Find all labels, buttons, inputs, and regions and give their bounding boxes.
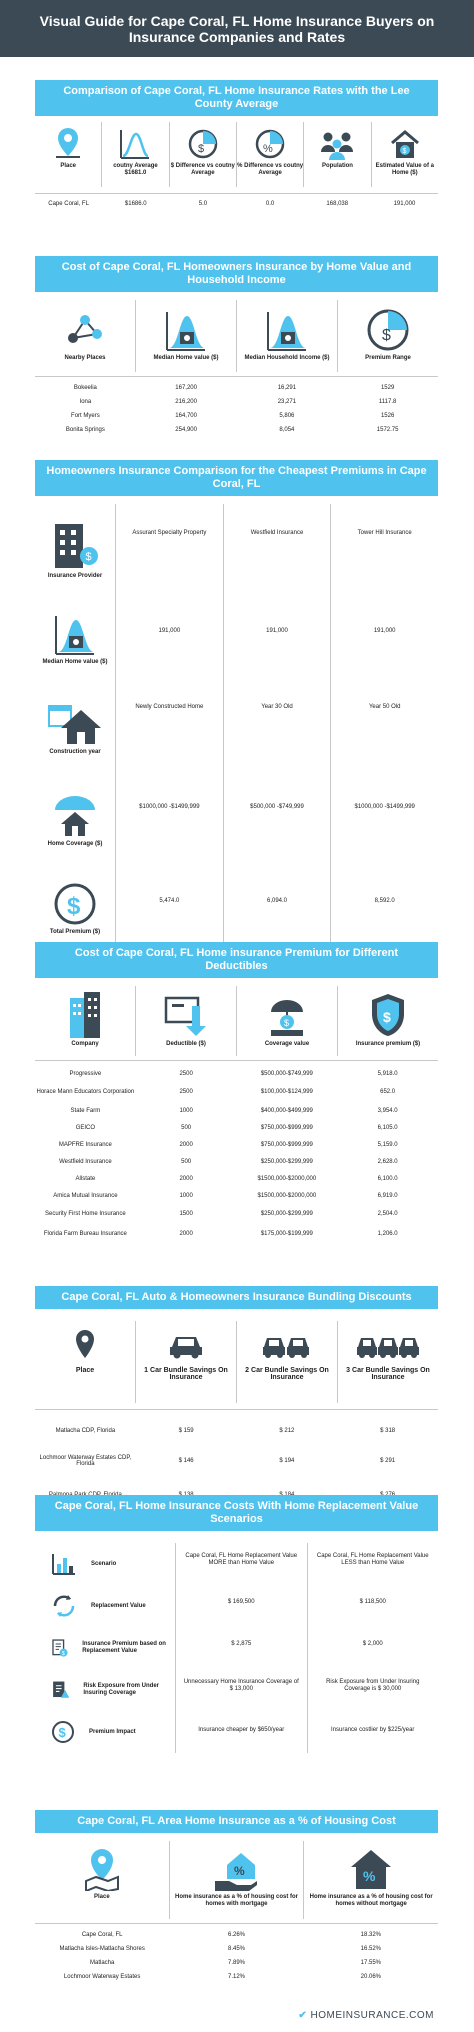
percent-pie-icon — [254, 128, 286, 160]
svg-text:$: $ — [383, 1009, 391, 1025]
col-place: Place — [35, 1841, 170, 1919]
section-bundling — [35, 1286, 438, 1512]
table-row: Matlacha CDP, Florida $ 159 $ 212 $ 318 — [55, 1428, 396, 1434]
provider-column: Westfield Insurance 191,000 Year 30 Old $500,000 -$749,999 6,094.0 — [224, 504, 332, 954]
page-header — [0, 0, 474, 57]
dollar-circle-icon — [51, 1720, 75, 1744]
col-with-mortgage: % Home insurance as a % of housing cost for homes with mortgage — [170, 1841, 305, 1919]
document-dollar-icon — [51, 1634, 68, 1662]
percent-house-icon — [349, 1847, 393, 1891]
table-row: Horace Mann Educators Corporation 2500 $100,000-$124,999 652.0 — [36, 1089, 396, 1095]
section-title: Comparison of Cape Coral, FL Home Insurance Rates with the Lee County Average — [35, 80, 438, 116]
table-row: Fort Myers 164,700 5,806 1526 — [71, 413, 395, 419]
col-two-car: 2 Car Bundle Savings On Insurance — [237, 1321, 338, 1403]
col-median-home-value: Median Home value ($) — [136, 300, 237, 372]
section-title: Cost of Cape Coral, FL Home insurance Premium for Different Deductibles — [35, 942, 438, 978]
premium-range-icon — [366, 308, 410, 352]
section-rate-comparison — [35, 80, 438, 214]
col-premium-range: $ Premium Range — [338, 300, 438, 372]
col-estimated-value — [372, 122, 438, 187]
svg-text:$: $ — [61, 1650, 65, 1657]
one-car-icon — [168, 1333, 204, 1359]
table-row: Matlacha 7.89% 17.55% — [89, 1960, 381, 1966]
three-car-icon — [356, 1333, 420, 1359]
row-labels: $ Insurance Provider Median Home value ($) Construction year Home Coverage ($) $ Total Premium ($) — [35, 504, 115, 954]
svg-text:$: $ — [67, 893, 81, 920]
col-place — [35, 122, 102, 187]
bell-curve-icon — [119, 128, 151, 160]
table-row: Bonita Springs 254,900 8,054 1572.75 — [65, 427, 399, 433]
col-nearby-places: Nearby Places — [35, 300, 136, 372]
location-pin-icon — [74, 1329, 96, 1359]
section-replacement-value — [35, 1495, 438, 1753]
hand-percent-house-icon — [213, 1847, 261, 1891]
umbrella-house-icon — [51, 790, 99, 838]
col-deductible: Deductible ($) — [136, 986, 237, 1056]
company-building-icon — [68, 990, 102, 1038]
table-row: Iona 216,200 23,271 1117.8 — [79, 399, 397, 405]
section-home-value-income — [35, 256, 438, 437]
section-deductibles — [35, 942, 438, 1244]
brand-check-icon: ✔ — [298, 2010, 308, 2021]
replace-cycle-icon — [51, 1593, 77, 1619]
col-label: $ Difference vs coutny Average — [170, 163, 235, 176]
section-title: Cape Coral, FL Area Home Insurance as a % of Housing Cost — [35, 1810, 438, 1833]
brand-name: HOMEINSURANCE.COM — [310, 2010, 434, 2021]
location-pin-icon — [54, 126, 82, 160]
table-row: Bokeelia 167,200 16,291 1529 — [73, 385, 395, 391]
coverage-money-icon — [265, 994, 309, 1038]
svg-text:$: $ — [58, 1725, 66, 1740]
home-value-chart-icon — [51, 612, 99, 656]
row-labels: Scenario Replacement Value $ Insurance Premium based on Replacement Value Risk Exposure from Under Insuring Coverage $ Premium Impact — [35, 1543, 175, 1753]
table-row: Cape Coral, FL $1686.0 5.0 0.0 168,038 191,000 — [48, 201, 416, 207]
building-icon — [51, 518, 99, 570]
section-cheapest-premiums — [35, 460, 438, 954]
col-one-car: 1 Car Bundle Savings On Insurance — [136, 1321, 237, 1403]
col-three-car: 3 Car Bundle Savings On Insurance — [338, 1321, 438, 1403]
col-company: Company — [35, 986, 136, 1056]
table-row: Security First Home Insurance 1500 $250,000-$299,999 2,504.0 — [45, 1211, 398, 1217]
col-without-mortgage: % Home insurance as a % of housing cost for homes without mortgage — [304, 1841, 438, 1919]
col-population — [304, 122, 371, 187]
table-row: Allstate 2000 $1500,000-$2000,000 6,100.0 — [75, 1175, 398, 1182]
table-row: Lochmoor Waterway Estates 7.12% 20.06% — [63, 1974, 381, 1980]
table-row: State Farm 1000 $400,000-$499,999 3,954.0 — [70, 1107, 398, 1114]
table-row: Florida Farm Bureau Insurance 2000 $175,000-$199,999 1,206.0 — [43, 1231, 398, 1237]
bar-chart-icon — [51, 1552, 77, 1576]
footer-brand[interactable] — [0, 2010, 474, 2021]
col-label: Place — [60, 163, 76, 169]
table-row: Lochmoor Waterway Estates CDP, Florida $ 146 $ 194 $ 291 — [39, 1455, 396, 1467]
deductible-table — [35, 1060, 438, 1244]
svg-text:%: % — [263, 143, 273, 155]
table-row: MAPFRE Insurance 2000 $750,000-$999,999 5,159.0 — [58, 1141, 398, 1148]
svg-text:$: $ — [85, 551, 92, 563]
section-title: Cape Coral, FL Home Insurance Costs With Home Replacement Value Scenarios — [35, 1495, 438, 1531]
deductible-arrow-icon — [164, 994, 208, 1038]
section-title: Homeowners Insurance Comparison for the Cheapest Premiums in Cape Coral, FL — [35, 460, 438, 496]
svg-text:%: % — [363, 1868, 376, 1884]
dollar-circle-icon — [53, 882, 97, 926]
page-title: Visual Guide for Cape Coral, FL Home Insurance Buyers on Insurance Companies and Rates — [39, 12, 435, 45]
two-car-icon — [262, 1333, 312, 1359]
col-median-income: Median Household Income ($) — [237, 300, 338, 372]
people-icon — [319, 130, 355, 160]
col-dollar-diff — [170, 122, 237, 187]
shield-dollar-icon — [368, 992, 408, 1038]
table-row: Cape Coral, FL 6.26% 18.32% — [81, 1932, 381, 1938]
section-housing-cost — [35, 1810, 438, 1984]
table-row: Progressive 2500 $500,000-$749,999 5,918.0 — [69, 1070, 398, 1077]
col-label: Population — [321, 163, 353, 169]
section-title: Cost of Cape Coral, FL Homeowners Insurance by Home Value and Household Income — [35, 256, 438, 292]
table-row: Amica Mutual Insurance 1000 $1500,000-$2000,000 6,919.0 — [53, 1192, 398, 1199]
svg-text:$: $ — [382, 327, 391, 344]
provider-column: Tower Hill Insurance 191,000 Year 50 Old $1000,000 -$1499,999 8,592.0 — [354, 530, 415, 904]
table-row: GEICO 500 $750,000-$999,999 6,105.0 — [75, 1124, 398, 1131]
table-row: Westfield Insurance 500 $250,000-$299,999 2,628.0 — [59, 1158, 398, 1165]
home-value-chart-icon — [164, 308, 208, 352]
col-label: coutny Average $1681.0 — [113, 163, 158, 176]
risk-document-icon — [51, 1676, 69, 1704]
table-row: Matlacha Isles-Matlacha Shores 8.45% 16.52% — [59, 1946, 381, 1952]
svg-text:$: $ — [197, 143, 204, 155]
household-income-icon — [265, 308, 309, 352]
house-value-icon — [389, 128, 421, 160]
provider-column: Assurant Specialty Property 191,000 Newly Constructed Home $1000,000 -$1499,999 5,474.0 — [115, 504, 224, 954]
section-title: Cape Coral, FL Auto & Homeowners Insurance Bundling Discounts — [35, 1286, 438, 1309]
svg-text:%: % — [233, 1864, 245, 1878]
scenario-column: Cape Coral, FL Home Replacement Value LESS than Home Value $ 118,500 $ 2,000 Risk Exposure from Under Insuring Coverage is $ 30,000 Insurance costlier by $225/year — [316, 1553, 429, 1733]
svg-text:$: $ — [284, 1018, 290, 1028]
col-coverage: $ Coverage value — [237, 986, 338, 1056]
col-label: Estimated Value of a Home ($) — [375, 163, 434, 176]
svg-text:$: $ — [402, 148, 407, 155]
col-label: % Difference vs coutny Average — [237, 163, 304, 176]
col-county-average — [102, 122, 169, 187]
calendar-house-icon — [47, 702, 103, 746]
dollar-pie-icon — [187, 128, 219, 160]
col-premium: $ Insurance premium ($) — [338, 986, 438, 1056]
col-percent-diff — [237, 122, 304, 187]
scenario-column: Cape Coral, FL Home Replacement Value MORE than Home Value $ 169,500 $ 2,875 Unnecessary Home Insurance Coverage of $ 13,000 Insurance cheaper by $650/year — [175, 1543, 308, 1753]
network-icon — [67, 312, 103, 352]
location-map-icon — [82, 1847, 122, 1891]
col-place: Place — [35, 1321, 136, 1403]
